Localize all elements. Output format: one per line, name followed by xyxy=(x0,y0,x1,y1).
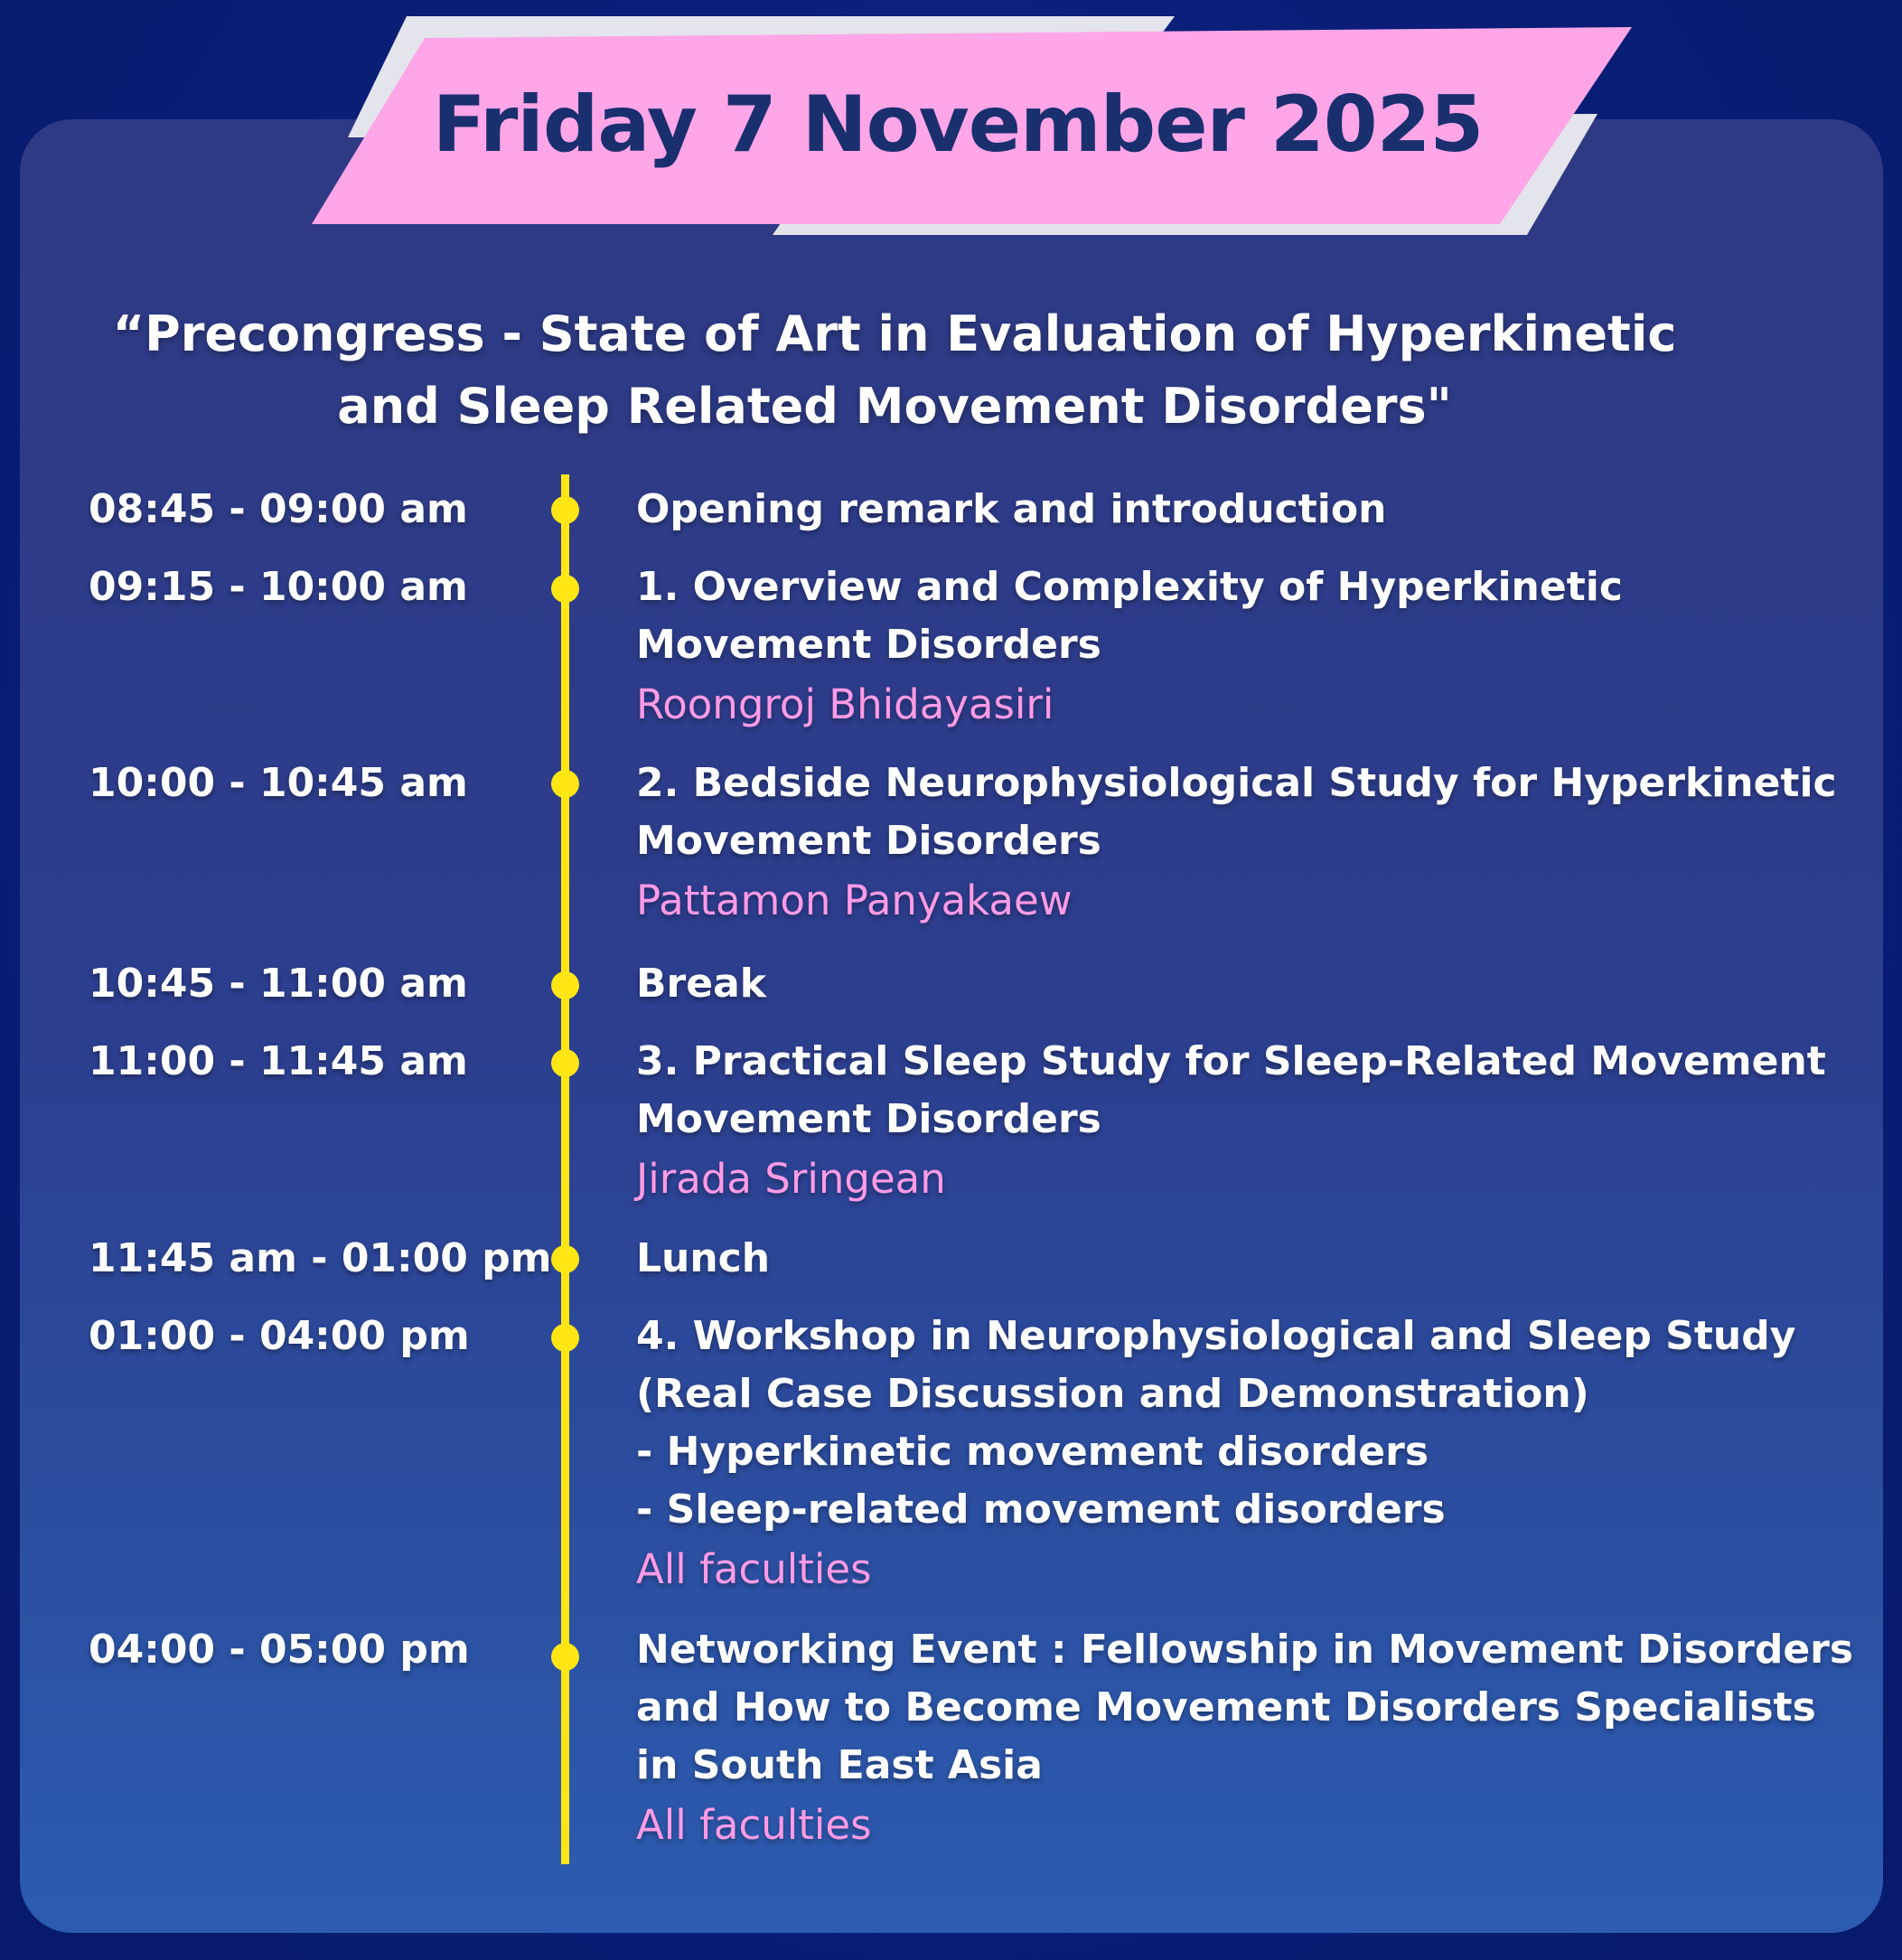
timeline-dot xyxy=(551,575,579,603)
event-title: in South East Asia xyxy=(636,1742,1043,1788)
time-slot: 10:45 - 11:00 am xyxy=(89,961,468,1007)
event-title: Movement Disorders xyxy=(636,622,1101,668)
event-title: Movement Disorders xyxy=(636,1096,1101,1142)
speaker-name: Roongroj Bhidayasiri xyxy=(636,680,1054,728)
event-title: Networking Event : Fellowship in Movement Disorders xyxy=(636,1627,1854,1673)
time-slot: 11:45 am - 01:00 pm xyxy=(89,1235,552,1281)
schedule-item xyxy=(636,1308,1838,1600)
session-title xyxy=(72,298,1717,443)
time-slot: 01:00 - 04:00 pm xyxy=(89,1313,470,1359)
timeline-dot xyxy=(551,1643,579,1671)
event-title: Opening remark and introduction xyxy=(636,486,1387,532)
timeline-dot xyxy=(551,971,579,999)
timeline-dot xyxy=(551,770,579,798)
schedule-item xyxy=(636,1033,1838,1210)
schedule-item xyxy=(636,755,1838,932)
event-title: - Sleep-related movement disorders xyxy=(636,1486,1446,1533)
time-slot: 10:00 - 10:45 am xyxy=(89,760,468,806)
event-title: 4. Workshop in Neurophysiological and Sleep Study xyxy=(636,1313,1796,1359)
time-slot: 11:00 - 11:45 am xyxy=(89,1038,468,1084)
time-slot: 09:15 - 10:00 am xyxy=(89,564,468,610)
event-title: Lunch xyxy=(636,1235,771,1281)
timeline-dot xyxy=(551,496,579,524)
time-slot: 04:00 - 05:00 pm xyxy=(89,1627,470,1673)
speaker-name: All faculties xyxy=(636,1801,872,1849)
session-title-line-2: and Sleep Related Movement Disorders" xyxy=(337,378,1452,435)
date-title: Friday 7 November 2025 xyxy=(432,80,1484,170)
speaker-name: Pattamon Panyakaew xyxy=(636,877,1073,924)
timeline-dot xyxy=(551,1049,579,1077)
speaker-name: Jirada Sringean xyxy=(636,1155,946,1203)
event-title: (Real Case Discussion and Demonstration) xyxy=(636,1371,1589,1417)
schedule-item xyxy=(636,481,1838,539)
session-title-line-1: “Precongress - State of Art in Evaluation of Hyperkinetic xyxy=(112,305,1677,362)
schedule-item xyxy=(636,955,1838,1013)
event-title: - Hyperkinetic movement disorders xyxy=(636,1429,1429,1475)
time-slot: 08:45 - 09:00 am xyxy=(89,486,468,532)
event-title: and How to Become Movement Disorders Specialists xyxy=(636,1684,1816,1730)
schedule-item xyxy=(636,1230,1838,1288)
schedule-item xyxy=(636,558,1838,736)
timeline-dot xyxy=(551,1324,579,1352)
event-title: 3. Practical Sleep Study for Sleep-Related Movement xyxy=(636,1038,1826,1084)
schedule-item xyxy=(636,1621,1854,1856)
event-title: 2. Bedside Neurophysiological Study for Hyperkinetic xyxy=(636,760,1837,806)
event-title: Movement Disorders xyxy=(636,818,1101,864)
speaker-name: All faculties xyxy=(636,1545,872,1593)
event-title: Break xyxy=(636,961,767,1007)
event-title: 1. Overview and Complexity of Hyperkinetic xyxy=(636,564,1623,610)
timeline-dot xyxy=(551,1245,579,1273)
